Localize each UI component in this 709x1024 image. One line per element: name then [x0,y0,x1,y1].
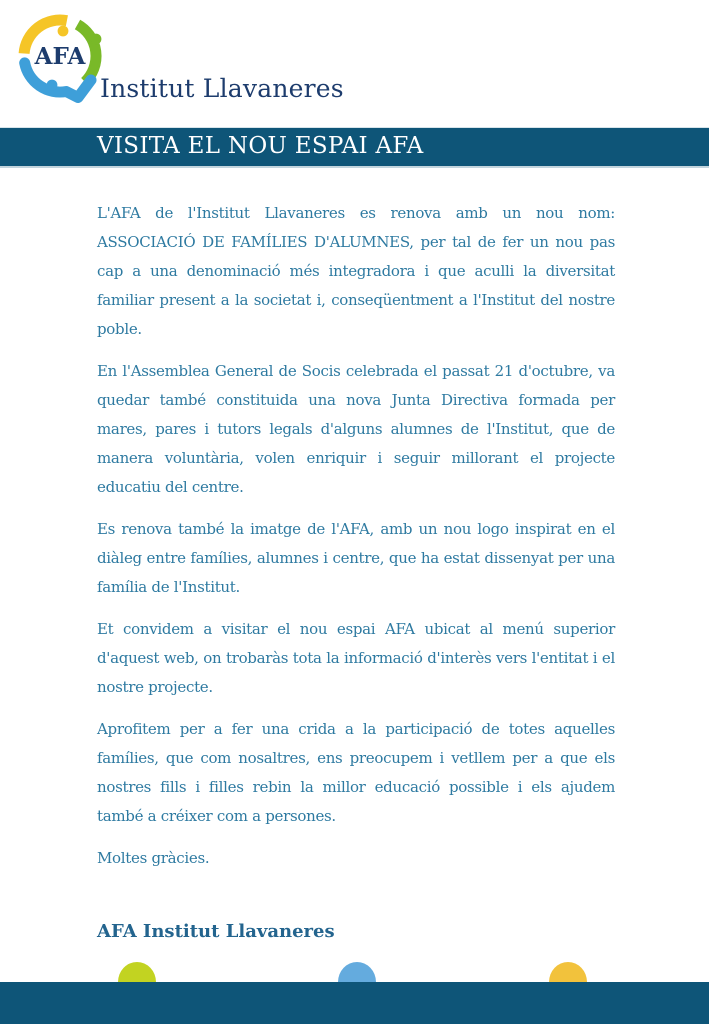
logo-acronym: AFA [34,43,86,70]
org-wordmark: Institut Llavaneres [100,74,344,103]
body-paragraph: En l'Assemblea General de Socis celebrada el passat 21 d'octubre, va quedar també constituida una nova Junta Directiva formada per mares, pares i tutors legals d'alguns alumnes de l'Institut, que de manera voluntària, volen enriquir i seguir millorant el projecte educatiu del centre. [97,362,615,496]
body-paragraph: Aprofitem per a fer una crida a la participació de totes aquelles famílies, que com nosaltres, ens preocupem i vetllem per a que els nostres fills i filles rebin la millor educació possible i els ajudem també a créixer com a persones. [97,720,615,825]
banner-title: VISITA EL NOU ESPAI AFA [97,133,424,159]
body-paragraph: Et convidem a visitar el nou espai AFA ubicat al menú superior d'aquest web, on trobaràs tota la informació d'interès vers l'entitat i el nostre projecte. [97,620,615,696]
article [97,199,615,942]
afa-logo-icon [14,8,109,108]
header [14,8,434,108]
body-paragraph: Moltes gràcies. [97,849,210,867]
signature: AFA Institut Llavaneres [97,921,335,942]
body-paragraph: L'AFA de l'Institut Llavaneres es renova amb un nou nom: ASSOCIACIÓ DE FAMÍLIES D'ALUMNES, per tal de fer un nou pas cap a una denominació més integradora i que aculli la diversitat familiar present a la societat i, conseqüentment a l'Institut del nostre poble. [97,204,615,338]
footer-bar [0,982,709,1024]
banner [0,127,709,168]
body-paragraph: Es renova també la imatge de l'AFA, amb un nou logo inspirat en el diàleg entre famílies, alumnes i centre, que ha estat dissenyat per una família de l'Institut. [97,520,615,596]
